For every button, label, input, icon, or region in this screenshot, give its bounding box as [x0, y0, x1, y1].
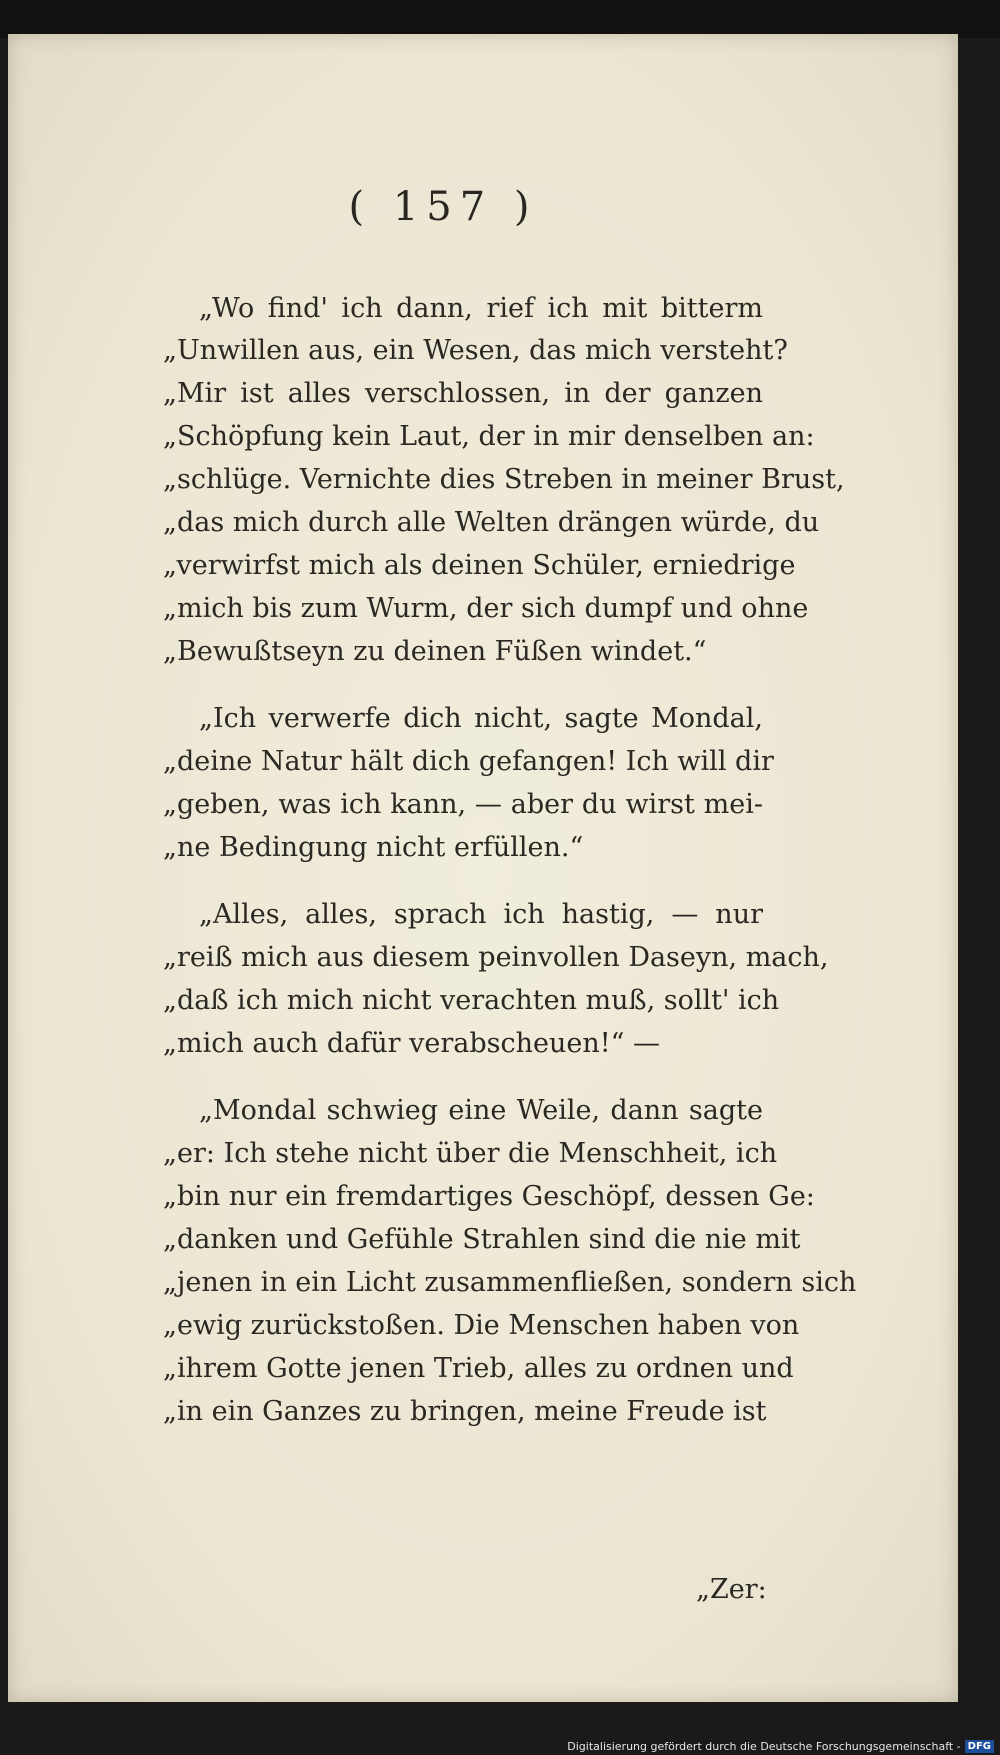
- book-page: [8, 34, 958, 1702]
- text-line: „danken und Gefühle Strahlen sind die nie mit: [163, 1224, 801, 1255]
- text-line: „mich auch dafür verabscheuen!“ —: [163, 1028, 661, 1059]
- text-line: „Alles, alles, sprach ich hastig, — nur: [199, 899, 763, 930]
- text-line: „Unwillen aus, ein Wesen, das mich versteht?: [163, 335, 788, 366]
- text-line: „Bewußtseyn zu deinen Füßen windet.“: [163, 636, 707, 667]
- text-line: „das mich durch alle Welten drängen würde, du: [163, 507, 820, 538]
- text-line: „ne Bedingung nicht erfüllen.“: [163, 832, 584, 863]
- text-line: „ewig zurückstoßen. Die Menschen haben von: [163, 1310, 800, 1341]
- page-number: ( 157 ): [348, 184, 538, 230]
- digitization-credit: [567, 1738, 994, 1755]
- text-line: „ihrem Gotte jenen Trieb, alles zu ordnen und: [163, 1353, 794, 1384]
- text-line: „deine Natur hält dich gefangen! Ich will dir: [163, 746, 774, 777]
- text-line: „in ein Ganzes zu bringen, meine Freude ist: [163, 1396, 767, 1427]
- text-line: „bin nur ein fremdartiges Geschöpf, dessen Ge:: [163, 1181, 815, 1212]
- text-line: „Mondal schwieg eine Weile, dann sagte: [199, 1095, 763, 1126]
- text-line: „Mir ist alles verschlossen, in der ganzen: [163, 378, 763, 409]
- text-line: „er: Ich stehe nicht über die Menschheit, ich: [163, 1138, 778, 1169]
- text-line: „schlüge. Vernichte dies Streben in meiner Brust,: [163, 464, 845, 495]
- text-line: „geben, was ich kann, — aber du wirst mei-: [163, 789, 763, 820]
- text-line: „jenen in ein Licht zusammenfließen, sondern sich: [163, 1267, 857, 1298]
- text-line: „Schöpfung kein Laut, der in mir denselben an:: [163, 421, 815, 452]
- text-line: „daß ich mich nicht verachten muß, sollt' ich: [163, 985, 780, 1016]
- text-line: „verwirfst mich als deinen Schüler, erniedrige: [163, 550, 796, 581]
- catchword: „Zer:: [696, 1574, 767, 1605]
- text-line: „mich bis zum Wurm, der sich dumpf und ohne: [163, 593, 809, 624]
- dfg-logo: DFG: [965, 1740, 994, 1753]
- credit-text: Digitalisierung gefördert durch die Deutsche Forschungsgemeinschaft -: [567, 1740, 961, 1753]
- text-line: „Ich verwerfe dich nicht, sagte Mondal,: [199, 703, 763, 734]
- scan-border-top: [0, 0, 1000, 38]
- text-line: „reiß mich aus diesem peinvollen Daseyn, mach,: [163, 942, 829, 973]
- text-line: „Wo find' ich dann, rief ich mit bitterm: [199, 293, 763, 324]
